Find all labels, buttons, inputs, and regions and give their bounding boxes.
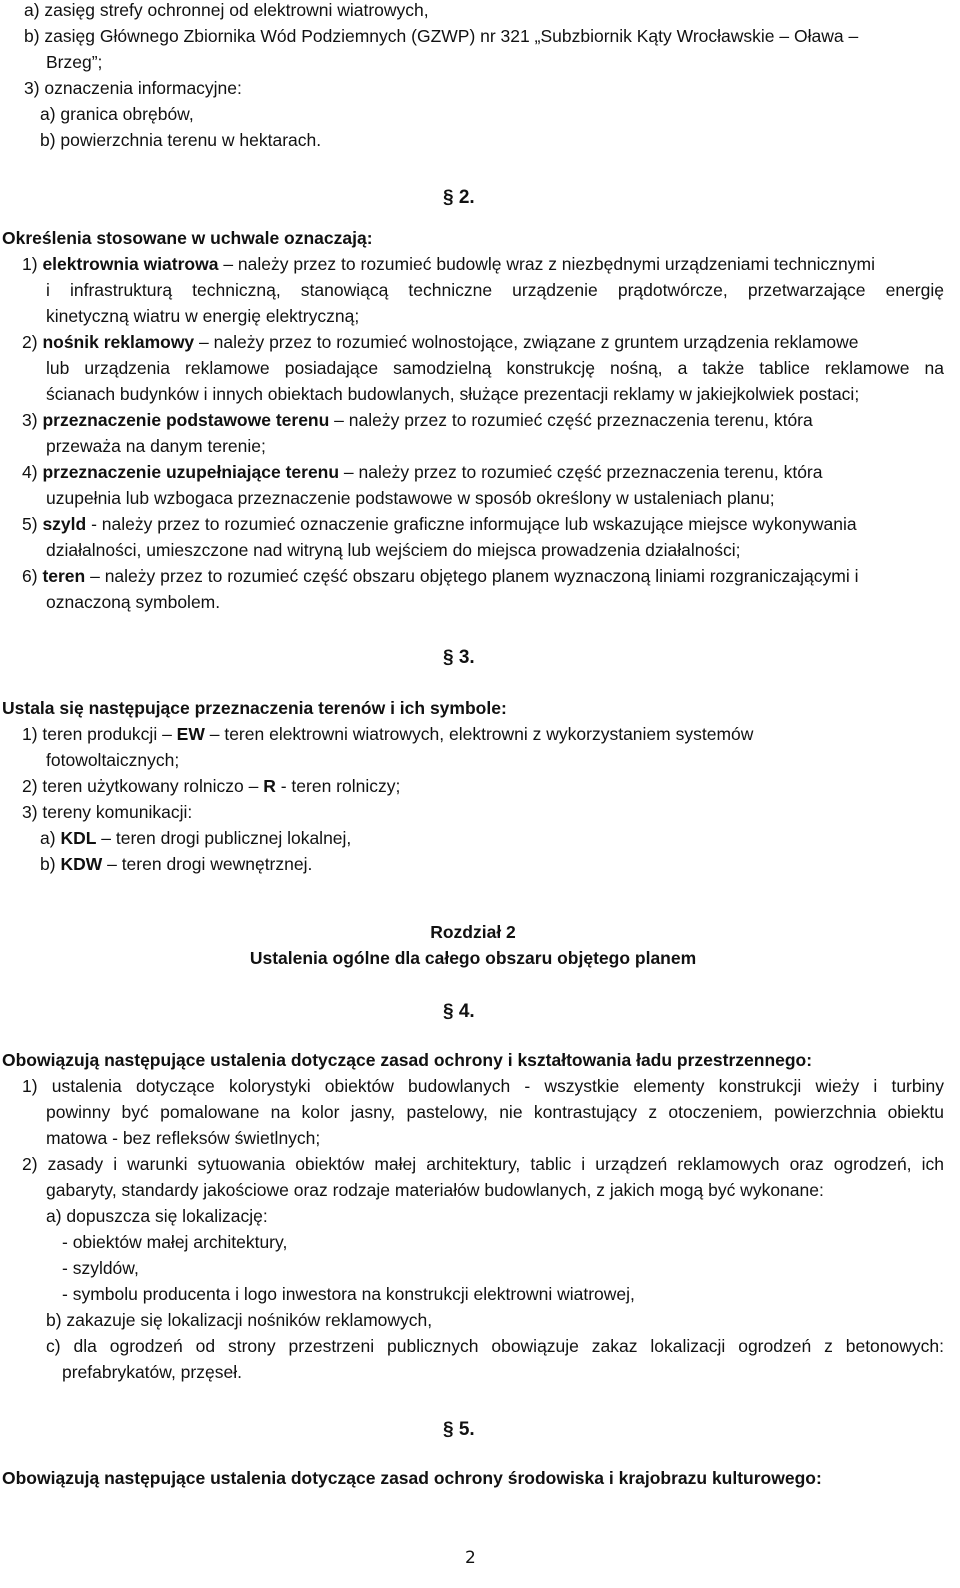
page-number: 2 bbox=[465, 1548, 476, 1568]
definition-item: 3) przeznaczenie podstawowe terenu – należy przez to rozumieć część przeznaczenia terenu, która bbox=[22, 410, 813, 430]
land-use-subitem: b) KDW – teren drogi wewnętrznej. bbox=[40, 854, 313, 874]
text-line: i infrastrukturą techniczną, stanowiącą techniczne urządzenie prądotwórcze, przetwarzające energię bbox=[46, 280, 944, 300]
text-line: b) zakazuje się lokalizacji nośników reklamowych, bbox=[46, 1310, 433, 1330]
land-use-subitem: a) KDL – teren drogi publicznej lokalnej, bbox=[40, 828, 352, 848]
definition-item: 2) nośnik reklamowy – należy przez to rozumieć wolnostojące, związane z gruntem urządzenia reklamowe bbox=[22, 332, 859, 352]
text-line: lub urządzenia reklamowe posiadające samodzielną konstrukcję nośną, a także tablice reklamowe na bbox=[46, 358, 944, 378]
text-line: oznaczoną symbolem. bbox=[46, 592, 221, 612]
text-line: uzupełnia lub wzbogaca przeznaczenie podstawowe w sposób określony w ustaleniach planu; bbox=[46, 488, 775, 508]
text-line: a) granica obrębów, bbox=[40, 104, 194, 124]
paragraph-2-intro: Określenia stosowane w uchwale oznaczają: bbox=[2, 228, 373, 248]
text-line: - obiektów małej architektury, bbox=[62, 1232, 288, 1252]
paragraph-2-heading: § 2. bbox=[443, 187, 475, 208]
text-line: - symbolu producenta i logo inwestora na konstrukcji elektrowni wiatrowej, bbox=[62, 1284, 635, 1304]
definition-item: 5) szyld - należy przez to rozumieć oznaczenie graficzne informujące lub wskazujące miejsce wykonywania bbox=[22, 514, 857, 534]
definition-item: 4) przeznaczenie uzupełniające terenu – należy przez to rozumieć część przeznaczenia terenu, która bbox=[22, 462, 823, 482]
text-line: kinetyczną wiatru w energię elektryczną; bbox=[46, 306, 360, 326]
paragraph-3-intro: Ustala się następujące przeznaczenia terenów i ich symbole: bbox=[2, 698, 507, 718]
text-line: a) zasięg strefy ochronnej od elektrowni wiatrowych, bbox=[24, 0, 429, 20]
text-line: matowa - bez refleksów świetlnych; bbox=[46, 1128, 321, 1148]
paragraph-5-intro: Obowiązują następujące ustalenia dotyczące zasad ochrony środowiska i krajobrazu kulturowego: bbox=[2, 1468, 822, 1488]
text-line: 3) oznaczenia informacyjne: bbox=[24, 78, 242, 98]
text-line: 1) ustalenia dotyczące kolorystyki obiektów budowlanych - wszystkie elementy konstrukcji wieży i turbiny bbox=[22, 1076, 944, 1096]
text-line: gabaryty, standardy jakościowe oraz rodzaje materiałów budowlanych, z jakich mogą być wykonane: bbox=[46, 1180, 824, 1200]
text-line: powinny być pomalowane na kolor jasny, pastelowy, nie kontrastujący z otoczeniem, powierzchnia obiektu bbox=[46, 1102, 944, 1122]
text-line: fotowoltaicznych; bbox=[46, 750, 180, 770]
land-use-item: 3) tereny komunikacji: bbox=[22, 802, 193, 822]
paragraph-5-heading: § 5. bbox=[443, 1419, 475, 1440]
chapter-subtitle: Ustalenia ogólne dla całego obszaru objętego planem bbox=[249, 948, 697, 968]
paragraph-3-heading: § 3. bbox=[443, 647, 475, 668]
text-line: działalności, umieszczone nad witryną lub wejściem do miejsca prowadzenia działalności; bbox=[46, 540, 741, 560]
definition-item: 6) teren – należy przez to rozumieć część obszaru objętego planem wyznaczoną liniami rozgraniczającymi i bbox=[22, 566, 859, 586]
text-line: przeważa na danym terenie; bbox=[46, 436, 266, 456]
text-line: Brzeg”; bbox=[46, 52, 103, 72]
paragraph-4-intro: Obowiązują następujące ustalenia dotyczące zasad ochrony i kształtowania ładu przestrzennego: bbox=[2, 1050, 813, 1070]
definition-item: 1) elektrownia wiatrowa – należy przez to rozumieć budowlę wraz z niezbędnymi urządzeniami technicznymi bbox=[22, 254, 876, 274]
text-line: b) powierzchnia terenu w hektarach. bbox=[40, 130, 322, 150]
paragraph-4-heading: § 4. bbox=[443, 1001, 475, 1022]
text-line: b) zasięg Głównego Zbiornika Wód Podziemnych (GZWP) nr 321 „Subzbiornik Kąty Wrocławskie – Oława – bbox=[24, 26, 859, 46]
text-line: 2) zasady i warunki sytuowania obiektów małej architektury, tablic i urządzeń reklamowych oraz ogrodzeń, ich bbox=[22, 1154, 944, 1174]
text-line: ścianach budynków i innych obiektach budowlanych, służące prezentacji reklamy w jakiejkolwiek postaci; bbox=[46, 384, 860, 404]
land-use-item: 1) teren produkcji – EW – teren elektrowni wiatrowych, elektrowni z wykorzystaniem systemów bbox=[22, 724, 754, 744]
land-use-item: 2) teren użytkowany rolniczo – R - teren rolniczy; bbox=[22, 776, 401, 796]
text-line: a) dopuszcza się lokalizację: bbox=[46, 1206, 268, 1226]
chapter-title: Rozdział 2 bbox=[430, 922, 516, 942]
text-line: - szyldów, bbox=[62, 1258, 139, 1278]
text-line: prefabrykatów, przęseł. bbox=[62, 1362, 242, 1382]
text-line: c) dla ogrodzeń od strony przestrzeni publicznych obowiązuje zakaz lokalizacji ogrodzeń z betonowych: bbox=[46, 1336, 944, 1356]
